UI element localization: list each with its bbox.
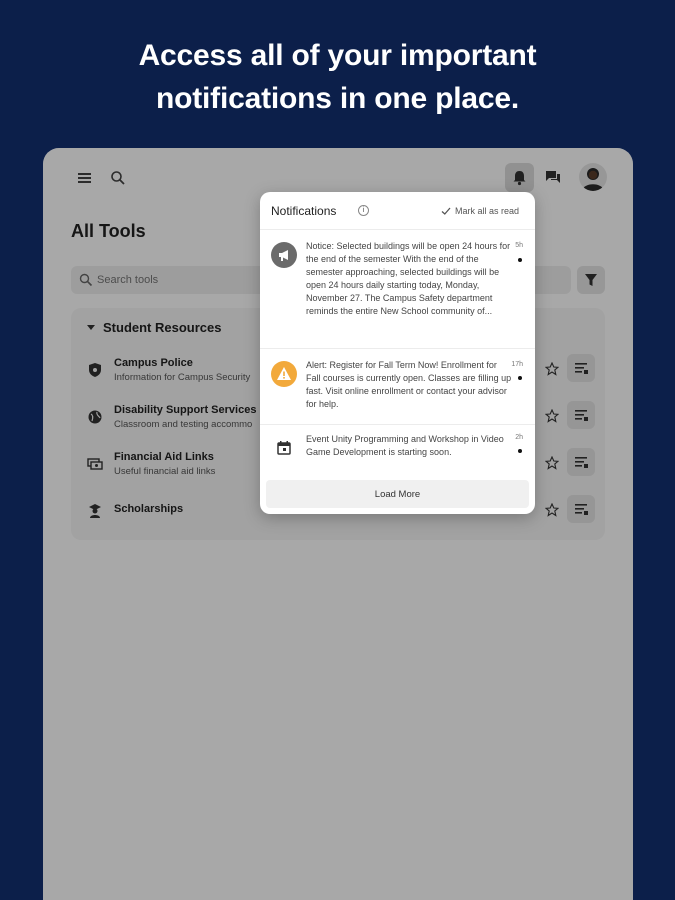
headline-line-2: notifications in one place. <box>156 82 519 115</box>
tool-title: Campus Police <box>114 357 193 369</box>
notification-item[interactable] <box>260 425 535 473</box>
unread-dot <box>518 258 522 262</box>
page-title: All Tools <box>71 221 146 241</box>
unread-dot <box>518 449 522 453</box>
warning-icon <box>271 361 297 387</box>
notification-time: 5h <box>515 242 523 249</box>
section-title: Student Resources <box>103 320 222 335</box>
notification-text: Notice: Selected buildings will be open 24 hours for the end of the semester With the end of the semester approaching, selected buildings will be open 24 hours daily starting today, Monday, November 27. The Campus Safety department reminds the entire New School community of... <box>306 241 511 316</box>
calendar-icon <box>271 435 297 461</box>
tool-description: Useful financial aid links <box>114 466 216 477</box>
info-icon[interactable]: i <box>358 205 369 216</box>
notification-time: 2h <box>515 434 523 441</box>
notification-text: Alert: Register for Fall Term Now! Enrollment for Fall courses is currently open. Classes are filling up fast. Visit online enrollment or contact your advisor for help. <box>306 360 512 409</box>
tool-description: Information for Campus Security <box>114 372 251 383</box>
tool-description: Classroom and testing accommo <box>114 419 253 430</box>
notifications-panel <box>260 192 535 514</box>
headline <box>0 34 675 120</box>
notification-item[interactable] <box>260 230 535 349</box>
megaphone-icon <box>271 242 297 268</box>
notifications-title: Notifications <box>271 204 337 218</box>
check-icon <box>440 205 452 217</box>
notification-text: Event Unity Programming and Workshop in Video Game Development is starting soon. <box>306 434 504 457</box>
tool-title: Disability Support Services <box>114 404 257 416</box>
notifications-header <box>260 192 535 230</box>
notification-item[interactable] <box>260 349 535 425</box>
notification-time: 17h <box>511 361 523 368</box>
unread-dot <box>518 376 522 380</box>
load-more-button[interactable]: Load More <box>266 480 529 508</box>
mark-all-read-label: Mark all as read <box>455 206 520 216</box>
tool-title: Financial Aid Links <box>114 451 214 463</box>
headline-line-1: Access all of your important <box>138 39 537 72</box>
tool-title: Scholarships <box>114 503 184 515</box>
